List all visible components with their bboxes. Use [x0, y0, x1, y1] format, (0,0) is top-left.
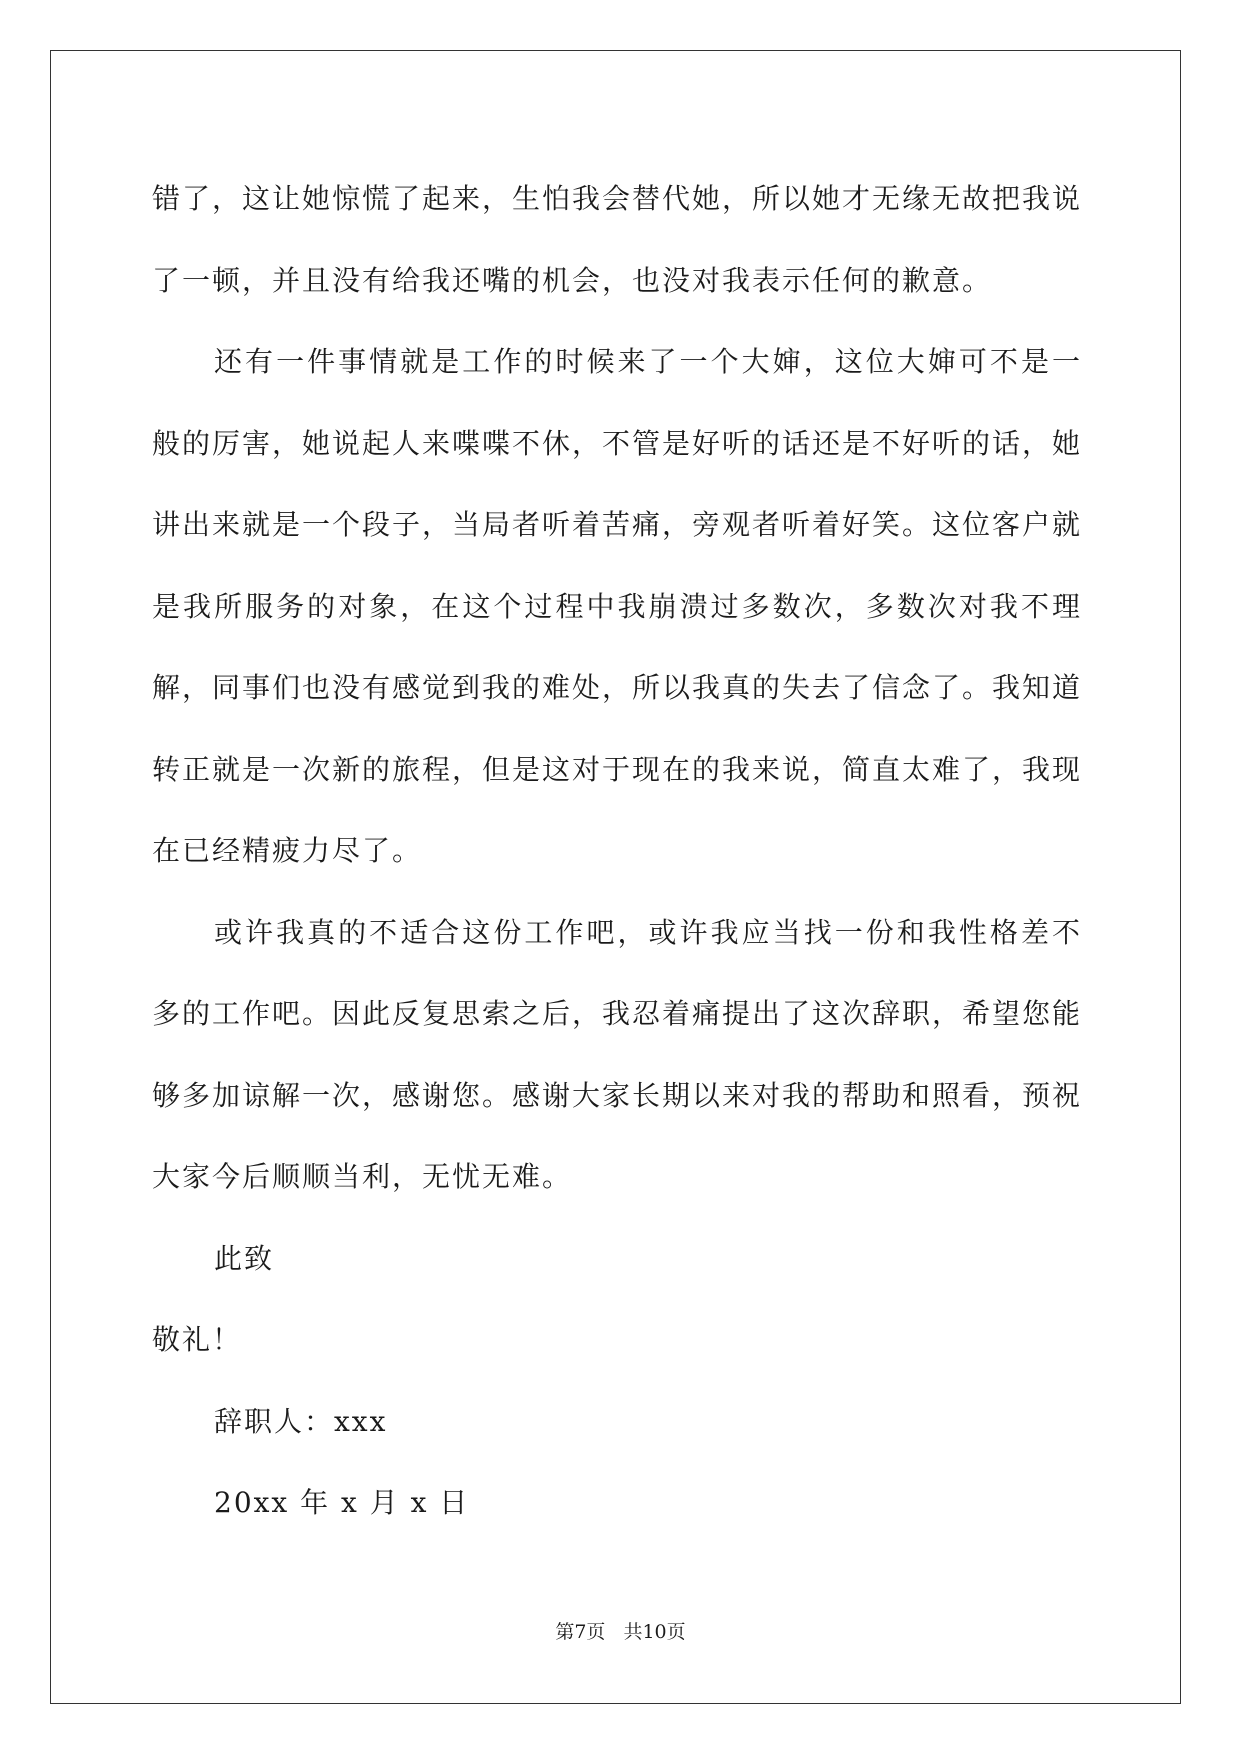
- page-footer: [0, 1620, 1241, 1644]
- page-number: 第7页: [555, 1621, 606, 1643]
- closing-salutation: 此致: [214, 1241, 275, 1275]
- letter-body: [152, 158, 1082, 1544]
- closing-regards: 敬礼！: [152, 1323, 243, 1356]
- letter-date: 20xx 年 x 月 x 日: [214, 1486, 470, 1519]
- paragraph-2: 还有一件事情就是工作的时候来了一个大婶，这位大婶可不是一般的厉害，她说起人来喋喋不休，不管是好听的话还是不好听的话，她讲出来就是一个段子，当局者听着苦痛，旁观者听着好笑。这位客户就是我所服务的对象，在这个过程中我崩溃过多数次，多数次对我不理解，同事们也没有感觉到我的难处，所以我真的失去了信念了。我知道转正就是一次新的旅程，但是这对于现在的我来说，简直太难了，我现在已经精疲力尽了。: [152, 345, 1083, 867]
- signatory: 辞职人：xxx: [214, 1404, 388, 1438]
- paragraph-3: 或许我真的不适合这份工作吧，或许我应当找一份和我性格差不多的工作吧。因此反复思索之后，我忍着痛提出了这次辞职，希望您能够多加谅解一次，感谢您。感谢大家长期以来对我的帮助和照看，预祝大家今后顺顺当利，无忧无难。: [152, 915, 1083, 1193]
- paragraph-1: 错了，这让她惊慌了起来，生怕我会替代她，所以她才无缘无故把我说了一顿，并且没有给我还嘴的机会，也没对我表示任何的歉意。: [152, 182, 1083, 297]
- page-total: 共10页: [623, 1621, 686, 1643]
